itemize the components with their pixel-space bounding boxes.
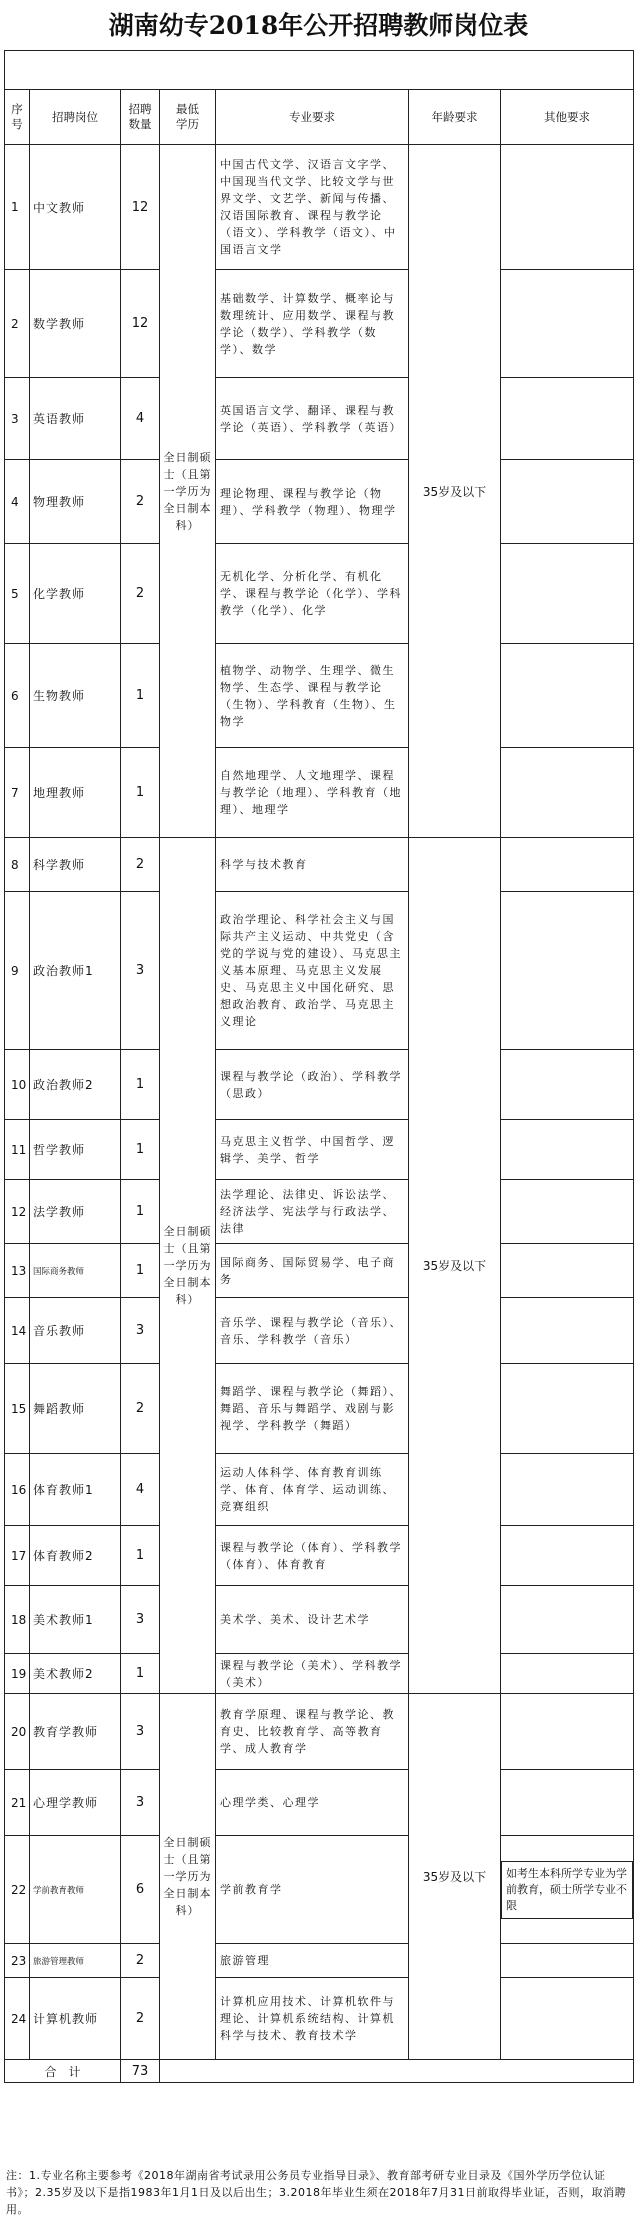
page-title: 湖南幼专2018年公开招聘教师岗位表	[108, 11, 529, 40]
table-row	[5, 1836, 634, 1944]
other-requirement	[501, 1836, 634, 1944]
major-requirement: 英国语言文学、翻译、课程与教学论（英语）、学科教学（英语）	[216, 378, 409, 460]
other-requirement	[501, 838, 634, 892]
major-requirement: 理论物理、课程与教学论（物理）、学科教学（物理）、物理学	[216, 460, 409, 544]
row-number: 7	[5, 748, 30, 838]
header-major: 专业要求	[216, 90, 409, 145]
major-requirement: 运动人体科学、体育教育训练学、体育、体育学、运动训练、竞赛组织	[216, 1454, 409, 1526]
major-requirement: 美术学、美术、设计艺术学	[216, 1586, 409, 1654]
other-requirement	[501, 748, 634, 838]
major-requirement: 心理学类、心理学	[216, 1770, 409, 1836]
other-requirement	[501, 1050, 634, 1120]
min-education: 全日制硕士（且第一学历为全日制本科）	[160, 838, 216, 1694]
footnote: 注：1.专业名称主要参考《2018年湖南省考试录用公务员专业指导目录》、教育部考研专业目录及《国外学历学位认证书》；2.35岁及以下是指1983年1月1日及以后出生；3.2018年毕业生须在2018年7月31日前取得毕业证，否则，取消聘用。	[6, 2169, 626, 2216]
table-row	[5, 1978, 634, 2060]
min-education: 全日制硕士（且第一学历为全日制本科）	[160, 145, 216, 838]
major-requirement: 基础数学、计算数学、概率论与数理统计、应用数学、课程与教学论（数学）、学科教学（数学）、数学	[216, 270, 409, 378]
major-requirement: 马克思主义哲学、中国哲学、逻辑学、美学、哲学	[216, 1120, 409, 1180]
other-requirement	[501, 1298, 634, 1364]
header-post: 招聘岗位	[30, 90, 121, 145]
table-row	[5, 1180, 634, 1244]
post-count: 1	[121, 1526, 160, 1586]
post-name: 体育教师2	[30, 1526, 121, 1586]
post-name: 英语教师	[30, 378, 121, 460]
row-number: 3	[5, 378, 30, 460]
table-row	[5, 1694, 634, 1770]
blank-row	[5, 51, 634, 90]
other-requirement	[501, 1244, 634, 1298]
row-number: 20	[5, 1694, 30, 1770]
row-number: 24	[5, 1978, 30, 2060]
post-count: 1	[121, 748, 160, 838]
row-number: 9	[5, 892, 30, 1050]
recruitment-table	[4, 50, 634, 2083]
major-requirement: 科学与技术教育	[216, 838, 409, 892]
other-requirement	[501, 644, 634, 748]
post-count: 3	[121, 1586, 160, 1654]
age-requirement: 35岁及以下	[409, 1694, 501, 2060]
post-name: 化学教师	[30, 544, 121, 644]
row-number: 10	[5, 1050, 30, 1120]
table-row	[5, 1364, 634, 1454]
row-number: 1	[5, 145, 30, 270]
major-requirement: 无机化学、分析化学、有机化学、课程与教学论（化学）、学科教学（化学）、化学	[216, 544, 409, 644]
row-number: 5	[5, 544, 30, 644]
row-number: 17	[5, 1526, 30, 1586]
post-name: 政治教师1	[30, 892, 121, 1050]
table-row	[5, 145, 634, 270]
other-requirement	[501, 1526, 634, 1586]
post-count: 1	[121, 644, 160, 748]
header-row	[5, 90, 634, 145]
major-requirement: 课程与教学论（政治）、学科教学（思政）	[216, 1050, 409, 1120]
post-count: 6	[121, 1836, 160, 1944]
other-requirement	[501, 1454, 634, 1526]
row-number: 2	[5, 270, 30, 378]
table-row	[5, 1050, 634, 1120]
table-row	[5, 1244, 634, 1298]
major-requirement: 法学理论、法律史、诉讼法学、经济法学、宪法学与行政法学、法律	[216, 1180, 409, 1244]
header-age: 年龄要求	[409, 90, 501, 145]
major-requirement: 旅游管理	[216, 1944, 409, 1978]
row-number: 11	[5, 1120, 30, 1180]
total-label: 合 计	[5, 2060, 121, 2083]
other-requirement	[501, 1364, 634, 1454]
row-number: 13	[5, 1244, 30, 1298]
other-requirement	[501, 1120, 634, 1180]
post-name: 旅游管理教师	[30, 1944, 121, 1978]
row-number: 14	[5, 1298, 30, 1364]
post-name: 音乐教师	[30, 1298, 121, 1364]
post-count: 3	[121, 892, 160, 1050]
other-requirement	[501, 1944, 634, 1978]
other-requirement	[501, 1586, 634, 1654]
row-number: 19	[5, 1654, 30, 1694]
post-count: 2	[121, 1944, 160, 1978]
post-name: 教育学教师	[30, 1694, 121, 1770]
post-count: 4	[121, 1454, 160, 1526]
major-requirement: 课程与教学论（体育）、学科教学（体育）、体育教育	[216, 1526, 409, 1586]
table-row	[5, 378, 634, 460]
table-row	[5, 892, 634, 1050]
row-number: 22	[5, 1836, 30, 1944]
row-number: 12	[5, 1180, 30, 1244]
major-requirement: 国际商务、国际贸易学、电子商务	[216, 1244, 409, 1298]
table-row	[5, 1654, 634, 1694]
major-requirement: 自然地理学、人文地理学、课程与教学论（地理）、学科教育（地理）、地理学	[216, 748, 409, 838]
major-requirement: 植物学、动物学、生理学、微生物学、生态学、课程与教学论（生物）、学科教育（生物）、生物学	[216, 644, 409, 748]
other-requirement	[501, 460, 634, 544]
post-name: 哲学教师	[30, 1120, 121, 1180]
total-row	[5, 2060, 634, 2083]
row-number: 8	[5, 838, 30, 892]
post-count: 1	[121, 1120, 160, 1180]
table-row	[5, 1586, 634, 1654]
post-count: 2	[121, 838, 160, 892]
min-education: 全日制硕士（且第一学历为全日制本科）	[160, 1694, 216, 2060]
table-row	[5, 1526, 634, 1586]
row-number: 16	[5, 1454, 30, 1526]
total-count: 73	[121, 2060, 160, 2083]
table-row	[5, 644, 634, 748]
table-row	[5, 1454, 634, 1526]
age-requirement: 35岁及以下	[409, 838, 501, 1694]
post-count: 2	[121, 544, 160, 644]
other-requirement	[501, 1978, 634, 2060]
header-education: 最低 学历	[160, 90, 216, 145]
post-count: 4	[121, 378, 160, 460]
other-requirement	[501, 1180, 634, 1244]
table-row	[5, 544, 634, 644]
post-count: 1	[121, 1180, 160, 1244]
other-requirement	[501, 1654, 634, 1694]
post-name: 中文教师	[30, 145, 121, 270]
other-requirement	[501, 892, 634, 1050]
post-count: 3	[121, 1770, 160, 1836]
post-count: 2	[121, 1364, 160, 1454]
post-name: 地理教师	[30, 748, 121, 838]
post-count: 12	[121, 145, 160, 270]
other-requirement	[501, 378, 634, 460]
table-row	[5, 1120, 634, 1180]
post-count: 1	[121, 1050, 160, 1120]
row-number: 4	[5, 460, 30, 544]
table-row	[5, 1770, 634, 1836]
major-requirement: 政治学理论、科学社会主义与国际共产主义运动、中共党史（含党的学说与党的建设）、马克思主义基本原理、马克思主义发展史、马克思主义中国化研究、思想政治教育、政治学、马克思主义理论	[216, 892, 409, 1050]
header-seq: 序 号	[5, 90, 30, 145]
major-requirement: 音乐学、课程与教学论（音乐）、音乐、学科教学（音乐）	[216, 1298, 409, 1364]
post-name: 美术教师2	[30, 1654, 121, 1694]
post-name: 计算机教师	[30, 1978, 121, 2060]
other-requirement	[501, 1694, 634, 1770]
row-number: 6	[5, 644, 30, 748]
major-requirement: 教育学原理、课程与教学论、教育史、比较教育学、高等教育学、成人教育学	[216, 1694, 409, 1770]
post-name: 政治教师2	[30, 1050, 121, 1120]
post-count: 3	[121, 1298, 160, 1364]
major-requirement: 舞蹈学、课程与教学论（舞蹈）、舞蹈、音乐与舞蹈学、戏剧与影视学、学科教学（舞蹈）	[216, 1364, 409, 1454]
post-name: 舞蹈教师	[30, 1364, 121, 1454]
table-row	[5, 460, 634, 544]
post-count: 2	[121, 460, 160, 544]
post-count: 1	[121, 1654, 160, 1694]
table-row	[5, 270, 634, 378]
post-count: 1	[121, 1244, 160, 1298]
post-name: 美术教师1	[30, 1586, 121, 1654]
major-requirement: 学前教育学	[216, 1836, 409, 1944]
other-requirement	[501, 544, 634, 644]
post-name: 科学教师	[30, 838, 121, 892]
row-number: 21	[5, 1770, 30, 1836]
row-number: 15	[5, 1364, 30, 1454]
post-name: 物理教师	[30, 460, 121, 544]
header-other: 其他要求	[501, 90, 634, 145]
post-count: 2	[121, 1978, 160, 2060]
row-number: 18	[5, 1586, 30, 1654]
header-count: 招聘 数量	[121, 90, 160, 145]
age-requirement: 35岁及以下	[409, 145, 501, 838]
major-requirement: 计算机应用技术、计算机软件与理论、计算机系统结构、计算机科学与技术、教育技术学	[216, 1978, 409, 2060]
post-name: 心理学教师	[30, 1770, 121, 1836]
table-row	[5, 748, 634, 838]
other-requirement	[501, 1770, 634, 1836]
table-row	[5, 838, 634, 892]
other-requirement	[501, 270, 634, 378]
row-number: 23	[5, 1944, 30, 1978]
table-row	[5, 1944, 634, 1978]
post-count: 12	[121, 270, 160, 378]
table-row	[5, 1298, 634, 1364]
post-count: 3	[121, 1694, 160, 1770]
other-requirement-text: 如考生本科所学专业为学前教育，硕士所学专业不限	[501, 1861, 633, 1919]
post-name: 体育教师1	[30, 1454, 121, 1526]
post-name: 国际商务教师	[30, 1244, 121, 1298]
total-empty	[160, 2060, 634, 2083]
other-requirement	[501, 145, 634, 270]
post-name: 学前教育教师	[30, 1836, 121, 1944]
post-name: 生物教师	[30, 644, 121, 748]
major-requirement: 中国古代文学、汉语言文字学、中国现当代文学、比较文学与世界文学、文艺学、新闻与传播、汉语国际教育、课程与教学论（语文）、学科教学（语文）、中国语言文学	[216, 145, 409, 270]
post-name: 数学教师	[30, 270, 121, 378]
post-name: 法学教师	[30, 1180, 121, 1244]
major-requirement: 课程与教学论（美术）、学科教学（美术）	[216, 1654, 409, 1694]
